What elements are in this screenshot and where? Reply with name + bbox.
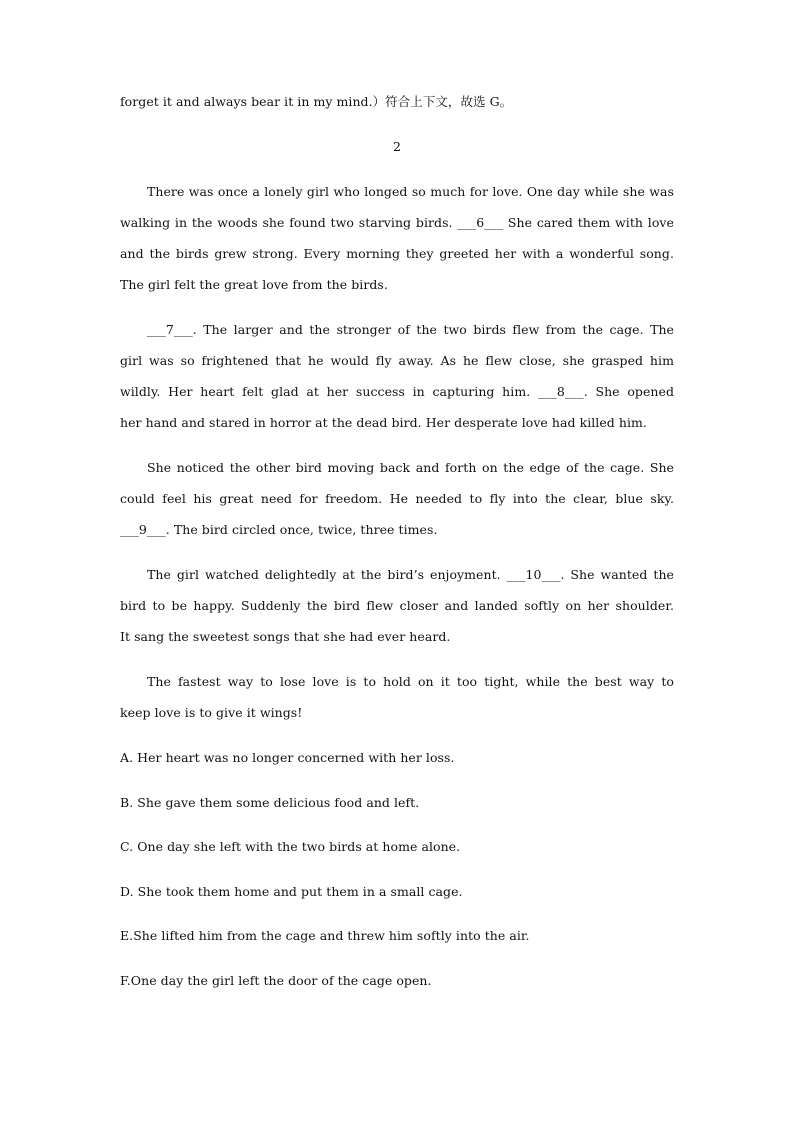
paragraph-line: It sang the sweetest songs that she had ever heard. xyxy=(120,629,451,644)
paragraph-1 xyxy=(120,176,674,300)
paragraph-line: The girl watched delightedly at the bird’s enjoyment. ___10___. She wanted the xyxy=(147,567,674,582)
paragraph-line: and the birds grew strong. Every morning they greeted her with a wonderful song. xyxy=(120,246,674,261)
paragraph-4 xyxy=(120,559,674,652)
paragraph-line: keep love is to give it wings! xyxy=(120,705,303,720)
options-list xyxy=(120,742,674,996)
paragraph-line: girl was so frightened that he would fly away. As he flew close, she grasped him xyxy=(120,353,674,368)
paragraph-line: ___9___. The bird circled once, twice, three times. xyxy=(120,522,438,537)
section-number: 2 xyxy=(392,139,401,154)
option-a: A. Her heart was no longer concerned with her loss. xyxy=(120,750,455,765)
paragraph-line: The fastest way to lose love is to hold on it too tight, while the best way to xyxy=(147,674,674,689)
paragraph-line: There was once a lonely girl who longed so much for love. One day while she was xyxy=(147,184,674,199)
option-f: F.One day the girl left the door of the cage open. xyxy=(120,972,432,988)
paragraph-2 xyxy=(120,314,674,438)
paragraph-line: She noticed the other bird moving back and forth on the edge of the cage. She xyxy=(147,460,674,475)
paragraph-line: could feel his great need for freedom. He needed to fly into the clear, blue sky. xyxy=(120,491,674,506)
paragraph-line: ___7___. The larger and the stronger of the two birds flew from the cage. The xyxy=(147,322,674,337)
paragraph-line: wildly. Her heart felt glad at her success in capturing him. ___8___. She opened xyxy=(120,384,674,399)
document-content xyxy=(120,86,674,1009)
option-e: E.She lifted him from the cage and threw him softly into the air. xyxy=(120,928,530,943)
option-d: D. She took them home and put them in a small cage. xyxy=(120,883,463,899)
option-b: B. She gave them some delicious food and left. xyxy=(120,794,420,810)
paragraph-line: her hand and stared in horror at the dead bird. Her desperate love had killed him. xyxy=(120,415,647,430)
paragraph-line: The girl felt the great love from the birds. xyxy=(120,277,388,292)
paragraph-3 xyxy=(120,452,674,545)
paragraph-line: walking in the woods she found two starving birds. ___6___ She cared them with love xyxy=(120,215,674,230)
intro-line: forget it and always bear it in my mind.）符合上下文，故选 G。 xyxy=(120,94,513,109)
paragraph-line: bird to be happy. Suddenly the bird flew closer and landed softly on her shoulder. xyxy=(120,598,674,613)
option-c: C. One day she left with the two birds at home alone. xyxy=(120,839,461,854)
paragraph-5 xyxy=(120,666,674,728)
